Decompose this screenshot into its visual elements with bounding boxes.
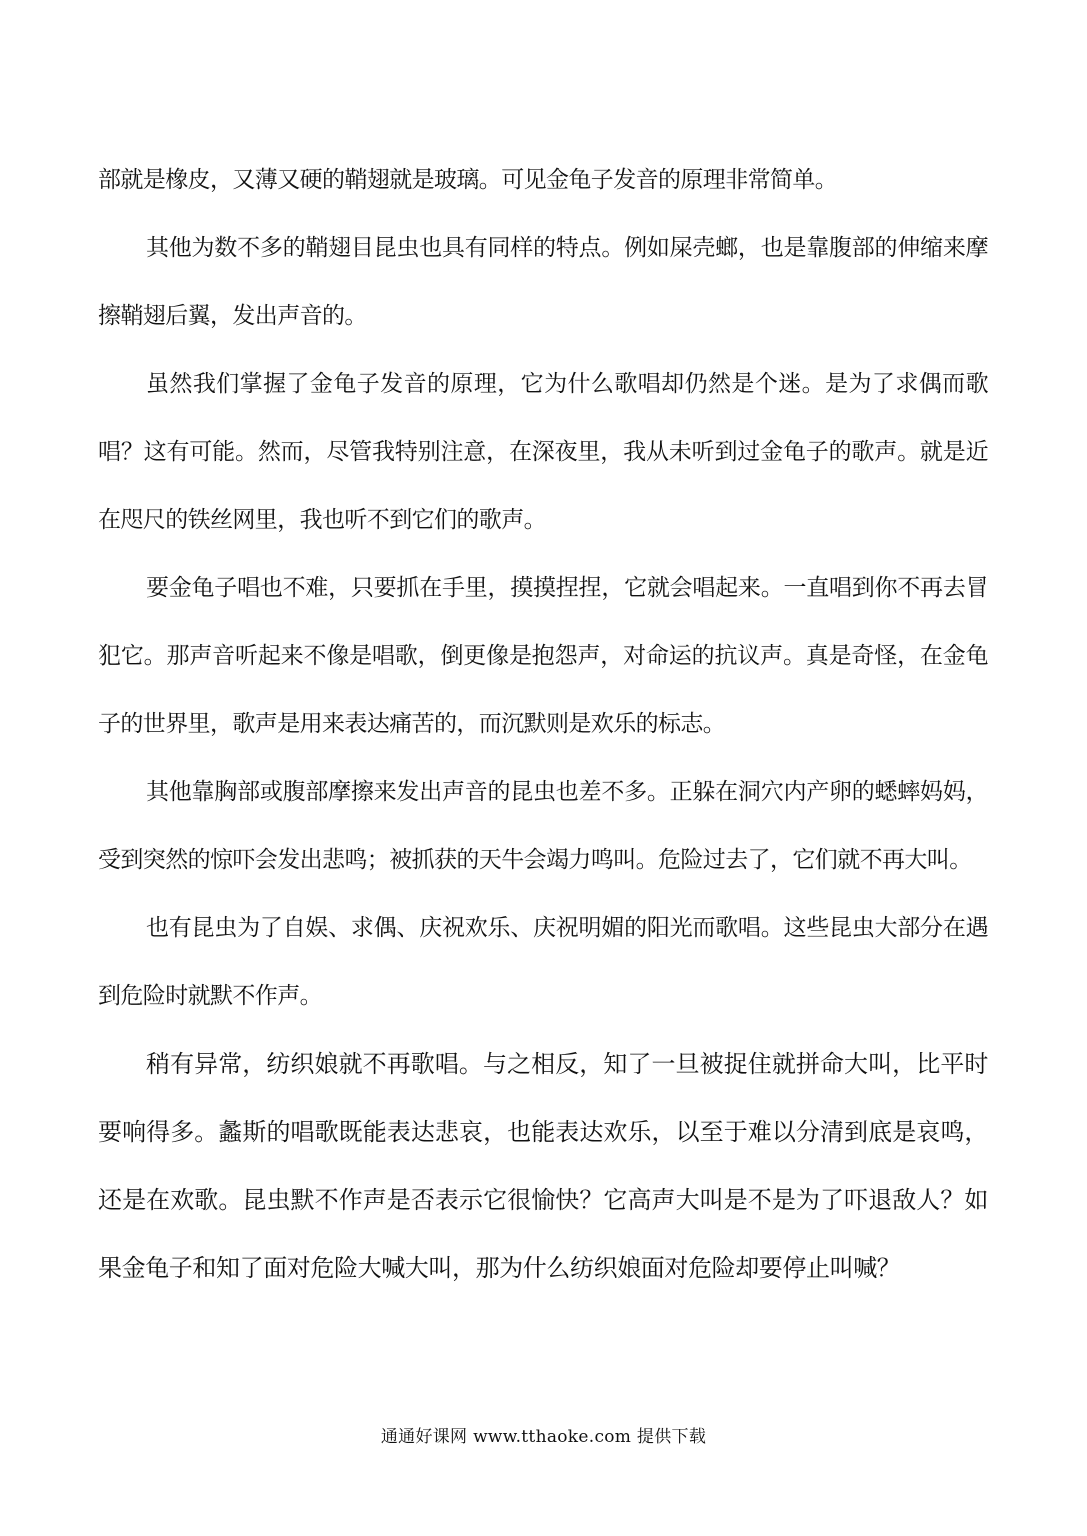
paragraph-6: 也有昆虫为了自娱、求偶、庆祝欢乐、庆祝明媚的阳光而歌唱。这些昆虫大部分在遇到危险时就默不作声。 (98, 915, 988, 1009)
paragraph-1: 部就是橡皮，又薄又硬的鞘翅就是玻璃。可见金龟子发音的原理非常简单。 (98, 167, 838, 193)
paragraph-7: 稍有异常，纺织娘就不再歌唱。与之相反，知了一旦被捉住就拼命大叫，比平时要响得多。蠡斯的唱歌既能表达悲哀，也能表达欢乐，以至于难以分清到底是哀鸣，还是在欢歌。昆虫默不作声是否表示它很愉快？它高声大叫是不是为了吓退敌人？如果金龟子和知了面对危险大喊大叫，那为什么纺织娘面对危险却要停止叫喊？ (98, 1050, 988, 1282)
paragraph-5: 其他靠胸部或腹部摩擦来发出声音的昆虫也差不多。正躲在洞穴内产卵的蟋蟀妈妈，受到突然的惊吓会发出悲鸣；被抓获的天牛会竭力鸣叫。危险过去了，它们就不再大叫。 (98, 779, 988, 873)
paragraph-3: 虽然我们掌握了金龟子发音的原理，它为什么歌唱却仍然是个迷。是为了求偶而歌唱？这有可能。然而，尽管我特别注意，在深夜里，我从未听到过金龟子的歌声。就是近在咫尺的铁丝网里，我也听不到它们的歌声。 (98, 371, 988, 533)
paragraph-2: 其他为数不多的鞘翅目昆虫也具有同样的特点。例如屎壳螂，也是靠腹部的伸缩来摩擦鞘翅后翼，发出声音的。 (98, 235, 988, 329)
page-footer: 通通好课网 www.tthaoke.com 提供下载 (380, 1427, 707, 1447)
paragraph-4: 要金龟子唱也不难，只要抓在手里，摸摸捏捏，它就会唱起来。一直唱到你不再去冒犯它。那声音听起来不像是唱歌，倒更像是抱怨声，对命运的抗议声。真是奇怪，在金龟子的世界里，歌声是用来表达痛苦的，而沉默则是欢乐的标志。 (98, 575, 988, 737)
article-body (98, 146, 988, 1302)
